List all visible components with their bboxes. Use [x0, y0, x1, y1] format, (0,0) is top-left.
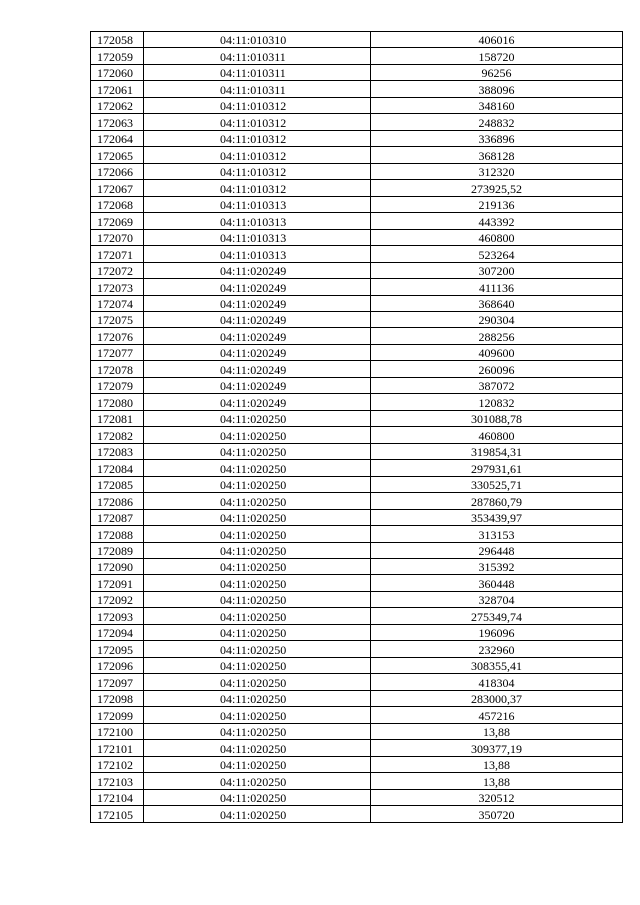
row-id-cell: 172103 — [91, 773, 144, 789]
row-value-cell: 350720 — [371, 806, 623, 822]
table-row — [91, 97, 623, 113]
table-row — [91, 147, 623, 163]
row-id-cell: 172074 — [91, 295, 144, 311]
row-value-cell: 248832 — [371, 114, 623, 130]
row-id-cell: 172063 — [91, 114, 144, 130]
table-row — [91, 476, 623, 492]
row-code-cell: 04:11:010312 — [144, 114, 371, 130]
row-id-cell: 172079 — [91, 377, 144, 393]
table-row — [91, 114, 623, 130]
row-value-cell: 523264 — [371, 246, 623, 262]
row-value-cell: 457216 — [371, 707, 623, 723]
row-id-cell: 172085 — [91, 476, 144, 492]
table-row — [91, 64, 623, 80]
table-row — [91, 180, 623, 196]
row-code-cell: 04:11:010311 — [144, 81, 371, 97]
row-code-cell: 04:11:020250 — [144, 509, 371, 525]
row-value-cell: 368128 — [371, 147, 623, 163]
row-value-cell: 275349,74 — [371, 608, 623, 624]
data-table — [90, 31, 623, 823]
row-code-cell: 04:11:010312 — [144, 180, 371, 196]
table-row — [91, 81, 623, 97]
table-row — [91, 213, 623, 229]
row-id-cell: 172072 — [91, 262, 144, 278]
table-row — [91, 740, 623, 756]
row-code-cell: 04:11:020250 — [144, 740, 371, 756]
row-id-cell: 172070 — [91, 229, 144, 245]
row-code-cell: 04:11:020250 — [144, 608, 371, 624]
row-id-cell: 172093 — [91, 608, 144, 624]
row-value-cell: 290304 — [371, 311, 623, 327]
row-id-cell: 172090 — [91, 559, 144, 575]
table-body — [91, 32, 623, 823]
row-id-cell: 172060 — [91, 64, 144, 80]
row-code-cell: 04:11:010311 — [144, 48, 371, 64]
row-value-cell: 320512 — [371, 789, 623, 805]
row-value-cell: 308355,41 — [371, 657, 623, 673]
row-code-cell: 04:11:020250 — [144, 575, 371, 591]
table-row — [91, 509, 623, 525]
table-row — [91, 608, 623, 624]
table-row — [91, 591, 623, 607]
row-value-cell: 260096 — [371, 361, 623, 377]
row-id-cell: 172082 — [91, 427, 144, 443]
row-code-cell: 04:11:010313 — [144, 196, 371, 212]
row-code-cell: 04:11:020250 — [144, 723, 371, 739]
row-id-cell: 172095 — [91, 641, 144, 657]
row-id-cell: 172102 — [91, 756, 144, 772]
row-code-cell: 04:11:010313 — [144, 213, 371, 229]
row-value-cell: 460800 — [371, 229, 623, 245]
table-row — [91, 344, 623, 360]
row-value-cell: 315392 — [371, 559, 623, 575]
table-row — [91, 641, 623, 657]
row-id-cell: 172061 — [91, 81, 144, 97]
table-row — [91, 723, 623, 739]
row-code-cell: 04:11:020250 — [144, 460, 371, 476]
row-code-cell: 04:11:020250 — [144, 427, 371, 443]
row-code-cell: 04:11:020250 — [144, 806, 371, 822]
row-id-cell: 172081 — [91, 410, 144, 426]
row-code-cell: 04:11:020250 — [144, 526, 371, 542]
row-code-cell: 04:11:010313 — [144, 229, 371, 245]
row-id-cell: 172091 — [91, 575, 144, 591]
row-value-cell: 411136 — [371, 279, 623, 295]
table-row — [91, 806, 623, 822]
row-code-cell: 04:11:020250 — [144, 559, 371, 575]
row-id-cell: 172076 — [91, 328, 144, 344]
row-value-cell: 13,88 — [371, 723, 623, 739]
row-id-cell: 172067 — [91, 180, 144, 196]
row-value-cell: 309377,19 — [371, 740, 623, 756]
row-code-cell: 04:11:020250 — [144, 443, 371, 459]
row-code-cell: 04:11:020250 — [144, 410, 371, 426]
row-code-cell: 04:11:010312 — [144, 163, 371, 179]
row-value-cell: 406016 — [371, 32, 623, 48]
row-code-cell: 04:11:020250 — [144, 476, 371, 492]
row-id-cell: 172097 — [91, 674, 144, 690]
table-row — [91, 377, 623, 393]
row-id-cell: 172094 — [91, 624, 144, 640]
row-id-cell: 172065 — [91, 147, 144, 163]
table-row — [91, 48, 623, 64]
table-row — [91, 163, 623, 179]
row-id-cell: 172073 — [91, 279, 144, 295]
table-row — [91, 328, 623, 344]
row-code-cell: 04:11:020249 — [144, 311, 371, 327]
row-id-cell: 172099 — [91, 707, 144, 723]
row-code-cell: 04:11:010312 — [144, 147, 371, 163]
table-row — [91, 361, 623, 377]
row-value-cell: 348160 — [371, 97, 623, 113]
row-value-cell: 13,88 — [371, 773, 623, 789]
row-code-cell: 04:11:020250 — [144, 756, 371, 772]
row-value-cell: 96256 — [371, 64, 623, 80]
table-row — [91, 460, 623, 476]
row-value-cell: 297931,61 — [371, 460, 623, 476]
row-id-cell: 172101 — [91, 740, 144, 756]
row-id-cell: 172078 — [91, 361, 144, 377]
row-code-cell: 04:11:020249 — [144, 262, 371, 278]
table-row — [91, 707, 623, 723]
row-code-cell: 04:11:010313 — [144, 246, 371, 262]
table-row — [91, 526, 623, 542]
row-id-cell: 172088 — [91, 526, 144, 542]
row-value-cell: 13,88 — [371, 756, 623, 772]
row-id-cell: 172075 — [91, 311, 144, 327]
row-value-cell: 312320 — [371, 163, 623, 179]
row-value-cell: 336896 — [371, 130, 623, 146]
table-row — [91, 279, 623, 295]
table-row — [91, 262, 623, 278]
table-row — [91, 196, 623, 212]
row-code-cell: 04:11:020250 — [144, 657, 371, 673]
row-id-cell: 172089 — [91, 542, 144, 558]
row-id-cell: 172069 — [91, 213, 144, 229]
row-value-cell: 301088,78 — [371, 410, 623, 426]
row-value-cell: 368640 — [371, 295, 623, 311]
row-id-cell: 172087 — [91, 509, 144, 525]
table-row — [91, 394, 623, 410]
row-id-cell: 172058 — [91, 32, 144, 48]
table-row — [91, 789, 623, 805]
row-code-cell: 04:11:020250 — [144, 789, 371, 805]
row-code-cell: 04:11:020249 — [144, 344, 371, 360]
row-code-cell: 04:11:020250 — [144, 542, 371, 558]
row-value-cell: 387072 — [371, 377, 623, 393]
table-row — [91, 229, 623, 245]
row-value-cell: 460800 — [371, 427, 623, 443]
row-id-cell: 172059 — [91, 48, 144, 64]
row-value-cell: 296448 — [371, 542, 623, 558]
table-row — [91, 493, 623, 509]
table-row — [91, 657, 623, 673]
row-code-cell: 04:11:020249 — [144, 279, 371, 295]
row-id-cell: 172105 — [91, 806, 144, 822]
row-value-cell: 219136 — [371, 196, 623, 212]
row-id-cell: 172098 — [91, 690, 144, 706]
row-code-cell: 04:11:010310 — [144, 32, 371, 48]
row-value-cell: 330525,71 — [371, 476, 623, 492]
row-id-cell: 172100 — [91, 723, 144, 739]
row-value-cell: 158720 — [371, 48, 623, 64]
row-value-cell: 283000,37 — [371, 690, 623, 706]
row-value-cell: 353439,97 — [371, 509, 623, 525]
row-id-cell: 172096 — [91, 657, 144, 673]
row-value-cell: 307200 — [371, 262, 623, 278]
row-id-cell: 172080 — [91, 394, 144, 410]
table-row — [91, 674, 623, 690]
row-id-cell: 172071 — [91, 246, 144, 262]
row-code-cell: 04:11:020249 — [144, 394, 371, 410]
table-row — [91, 559, 623, 575]
table-row — [91, 311, 623, 327]
row-code-cell: 04:11:020249 — [144, 361, 371, 377]
row-value-cell: 313153 — [371, 526, 623, 542]
row-code-cell: 04:11:020250 — [144, 624, 371, 640]
table-row — [91, 756, 623, 772]
row-code-cell: 04:11:020250 — [144, 641, 371, 657]
row-code-cell: 04:11:020250 — [144, 493, 371, 509]
table-row — [91, 130, 623, 146]
row-value-cell: 319854,31 — [371, 443, 623, 459]
row-id-cell: 172066 — [91, 163, 144, 179]
row-id-cell: 172062 — [91, 97, 144, 113]
table-row — [91, 773, 623, 789]
row-id-cell: 172077 — [91, 344, 144, 360]
row-code-cell: 04:11:020249 — [144, 377, 371, 393]
table-row — [91, 295, 623, 311]
table-row — [91, 410, 623, 426]
row-value-cell: 288256 — [371, 328, 623, 344]
row-id-cell: 172068 — [91, 196, 144, 212]
row-id-cell: 172064 — [91, 130, 144, 146]
row-code-cell: 04:11:020250 — [144, 591, 371, 607]
row-id-cell: 172104 — [91, 789, 144, 805]
table-row — [91, 32, 623, 48]
row-value-cell: 196096 — [371, 624, 623, 640]
row-value-cell: 120832 — [371, 394, 623, 410]
row-id-cell: 172084 — [91, 460, 144, 476]
row-id-cell: 172083 — [91, 443, 144, 459]
table-row — [91, 443, 623, 459]
table-row — [91, 624, 623, 640]
row-code-cell: 04:11:010312 — [144, 97, 371, 113]
row-code-cell: 04:11:010312 — [144, 130, 371, 146]
row-id-cell: 172092 — [91, 591, 144, 607]
row-code-cell: 04:11:020250 — [144, 773, 371, 789]
row-code-cell: 04:11:020249 — [144, 328, 371, 344]
table-row — [91, 246, 623, 262]
row-value-cell: 273925,52 — [371, 180, 623, 196]
row-code-cell: 04:11:020250 — [144, 690, 371, 706]
row-value-cell: 418304 — [371, 674, 623, 690]
row-code-cell: 04:11:020250 — [144, 707, 371, 723]
row-value-cell: 328704 — [371, 591, 623, 607]
table-row — [91, 690, 623, 706]
row-value-cell: 287860,79 — [371, 493, 623, 509]
row-id-cell: 172086 — [91, 493, 144, 509]
row-code-cell: 04:11:020250 — [144, 674, 371, 690]
table-row — [91, 542, 623, 558]
row-value-cell: 232960 — [371, 641, 623, 657]
row-value-cell: 360448 — [371, 575, 623, 591]
row-value-cell: 388096 — [371, 81, 623, 97]
row-code-cell: 04:11:020249 — [144, 295, 371, 311]
table-row — [91, 575, 623, 591]
row-value-cell: 409600 — [371, 344, 623, 360]
row-code-cell: 04:11:010311 — [144, 64, 371, 80]
table-row — [91, 427, 623, 443]
row-value-cell: 443392 — [371, 213, 623, 229]
